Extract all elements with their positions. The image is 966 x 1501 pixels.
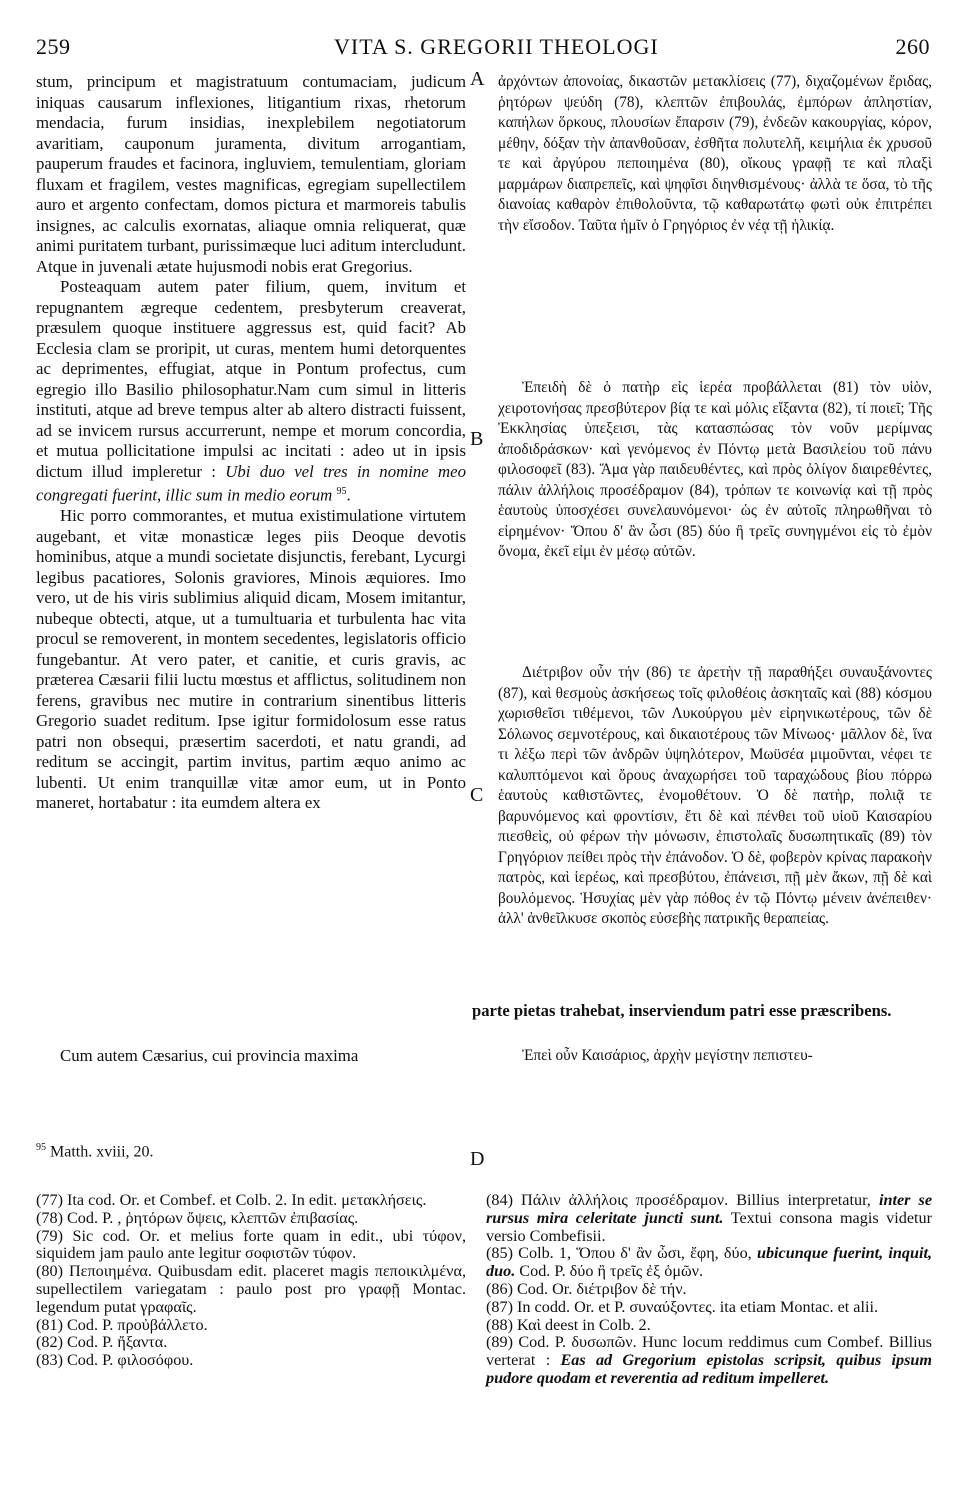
footnote-84-tail: Textui consona magis videtur versio Combefisii. [486, 1208, 932, 1245]
footnote-89 [486, 1334, 932, 1387]
footnote-ref-95: 95 [336, 486, 347, 497]
greek-paragraph-4: Ἐπεὶ οὖν Καισάριος, ἀρχὴν μεγίστην πεπιστευ- [522, 1047, 813, 1064]
running-title: VITA S. GREGORII THEOLOGI [334, 34, 659, 59]
latin-paragraph-2-text: Posteaquam autem pater filium, quem, invitum et repugnantem ægreque cedentem, presbyterum creaverat, præsulem quoque instituere aggressus est, quid facit? Ab Ecclesia clam se proripit, ut curas, mentem humi detorquentes ac deprimentes, effugiat, atque in Pontum profectus, cum egregio illo Basilio philosophatur.Nam cum simul in litteris instituti, atque ad breve tempus alter ab altero distracti fuissent, ad se invicem rursus accurrerunt, nempe et morum concordia, et mutua pollicitatione impulsi ac incitati : adeo ut in ipsis dictum illud impleretur : [36, 277, 466, 481]
latin-continuation: parte pietas trahebat, inserviendum patri esse præscribens. [472, 1001, 892, 1020]
greek-column-3 [498, 663, 932, 930]
latin-column [36, 72, 466, 814]
latin-footnote [36, 1142, 154, 1161]
footnote-88: (88) Καὶ deest in Colb. 2. [486, 1315, 651, 1334]
margin-marker-b: B [470, 428, 484, 450]
footnote-85-tail: Cod. P. δύο ἢ τρεῖς ἐξ ὁμῶν. [519, 1262, 704, 1281]
footnote-89-italic: Eas ad Gregorium epistolas scripsit, quibus ipsum pudore quodam et reverentia ad reditum impelleret. [486, 1351, 933, 1387]
footnote-85-text: (85) Colb. 1, Ὅπου δ' ἂν ὦσι, ἔφη, δύο, [486, 1244, 752, 1263]
footnote-87: (87) In codd. Or. et P. συναύξοντες. ita etiam Montac. et alii. [486, 1297, 879, 1316]
footnote-82: (82) Cod. P. ἤξαντα. [36, 1333, 168, 1352]
scripture-quote: Ubi duo vel tres in nomine meo congregati fuerint, illic sum in medio eorum [36, 461, 466, 505]
footnote-77: (77) Ita cod. Or. et Combef. et Colb. 2. In edit. μετακλήσεις. [36, 1191, 427, 1209]
greek-paragraph-1: ἀρχόντων ἀπονοίας, δικαστῶν μετακλίσεις (77), διχαζομένων ἔριδας, ῥητόρων ψεύδη (78), κλεπτῶν ἐπιβουλάς, ἐμπόρων ἀπληστίαν, καπήλων ὅρκους, πλουσίων ἔπαρσιν (79), ἐνδεῶν κακουργίας, κόρον, μέθην, δόξαν τὴν ἀπανθοῦσαν, ἐσθῆτα πολυτελῆ, κειμήλια ἐκ χρυσοῦ τε καὶ ἀργύρου πεποιημένα (80), οἴκους γραφῇ τε καὶ πλαξὶ μαρμάρων διαπρεπεῖς, καὶ ψηφῖσι διηνθισμένους· ἀλλὰ τε ὅσα, τὸ τῆς διανοίας καθαρὸν ἐπιθολοῦντα, τῷ καθαρωτάτῳ φωτὶ οὐκ ἐπιτρέπει τὴν εἴσοδον. Ταῦτα ἡμῖν ὁ Γρηγόριος ἐν νέᾳ τῇ ἡλικίᾳ. [498, 73, 932, 234]
footnote-78: (78) Cod. P. , ῥητόρων ὄψεις, κλεπτῶν ἐπιβασίας. [36, 1208, 359, 1227]
page-number-right: 260 [895, 34, 930, 59]
footnote-89-text: (89) Cod. P. δυσωπῶν. Hunc locum reddimus cum Combef. Billius verterat : [486, 1333, 932, 1370]
greek-column [498, 72, 932, 236]
latin-footnote-number: 95 [36, 1142, 46, 1153]
footnote-84 [486, 1192, 932, 1245]
latin-paragraph-3: Hic porro commorantes, et mutua existimulatione virtutem augebant, et vitæ monasticæ leges piis Deoque devotis hominibus, atque a mundi societate disjunctis, ferebant, Lycurgi legibus pacatiores, Solonis graviores, Minois æquiores. Imo vero, ut de his viris sublimius aliquid dicam, Mosem imitantur, nubeque obtecti, atque, ut a tumultuaria et turbulenta hac vita procul se removerent, in montem secedentes, legislatoris officio fungebantur. At vero pater, et canitie, et curis gravis, ac præterea Cæsarii filii luctu mœstus et afflictus, solitudinem non ferens, gravibus nec mutire in contrarium sinentibus litteris Gregorio suadet reditum. Ipse igitur formidolosum esse ratus patri non obsequi, præsertim sacerdoti, et natu grandi, ad reditum se accingit, partim invitus, partim æquo animo ac lubenti. Ut enim tranquillæ vitæ amor eum, ut in Ponto maneret, hortabatur : ita eumdem altera ex [36, 506, 466, 813]
footnote-83: (83) Cod. P. φιλοσόφου. [36, 1351, 194, 1370]
footnote-79: (79) Sic cod. Or. et melius forte quam in edit., ubi τύφον, siquidem jam paulo ante legitur σοφιστῶν τύφον. [36, 1226, 466, 1263]
page-number-left: 259 [36, 34, 71, 59]
greek-paragraph-2: Ἐπειδὴ δὲ ὁ πατὴρ εἰς ἱερέα προβάλλεται (81) τὸν υἱὸν, χειροτονήσας πρεσβύτερον βίᾳ τε καὶ μόλις εἴξαντα (82), τί ποιεῖ; Τῆς Ἐκκλησίας ὑπεξεισι, τὰς κατασπώσας τὸν νοῦν μερίμνας ἀποδιδράσκων· καὶ γενόμενος ἐν Πόντῳ μετὰ Βασιλείου τοῦ πάνυ φιλοσοφεῖ (83). Ἅμα γὰρ παιδευθέντες, καὶ πρὸς ὀλίγον διαιρεθέντες, πάλιν ἀλλήλοις προσέδραμον (84), τρόπων τε κοινωνίᾳ καὶ τῇ πρὸς ἑαυτοὺς ὑποσχέσει συνελαυνόμενοι· ὡς ἐν αὐτοῖς πληρωθῆναι τὸ εἰρημένον· Ὅπου δ' ἂν ὦσι (85) δύο ἢ τρεῖς συνηγμένοι εἰς τὸ ἐμὸν ὄνομα, ἐκεῖ εἰμι ἐν μέσῳ αὐτῶν. [498, 379, 932, 560]
latin-paragraph-1: stum, principum et magistratuum contumaciam, judicum iniquas causarum inflexiones, litigantium rixas, rhetorum mendacia, furum insidias, inexplebilem negotiatorum avaritiam, cauponum juramenta, divitum arrogantiam, pauperum fraudes et facinora, ingluviem, temulentiam, gloriam fluxam et fragilem, vestes magnificas, egregiam supellectilem auro et argento confectam, domos pictura et marmoreis tabulis insignes, ac calculis exornatas, aliaque omnia reliquerat, quæ animi puritatem turbant, purissimæque luci aditum intercludunt. Atque in juvenali ætate hujusmodi nobis erat Gregorius. [36, 72, 466, 276]
footnote-84-text: (84) Πάλιν ἀλλήλοις προσέδραμον. Billius interpretatur, [486, 1191, 871, 1209]
latin-paragraph-2: Posteaquam autem pater filium, quem, invitum et repugnantem ægreque cedentem, presbyterum creaverat, præsulem quoque instituere aggressus est, quid facit? Ab Ecclesia clam se proripit, ut curas, mentem humi detorquentes ac deprimentes, effugiat, atque in Pontum profectus, cum egregio illo Basilio philosophatur.Nam cum simul in litteris instituti, atque ad breve tempus alter ab altero distracti fuissent, ad se invicem rursus accurrerunt, nempe et morum concordia, et mutua pollicitatione impulsi ac incitati : adeo ut in ipsis dictum illud impleretur : Ubi duo vel tres in nomine meo congregati fuerint, illic sum in medio eorum $^{95}$. [36, 277, 466, 505]
footnote-86: (86) Cod. Or. διέτριβον δὲ τήν. [486, 1279, 687, 1298]
footnotes-left [36, 1192, 466, 1370]
footnote-80: (80) Πεποιημένα. Quibusdam edit. placeret magis πεποικιλμένα, supellectilem variegatam : paulo post pro γραφῇ Montac. legendum putat γραφαῖς. [36, 1262, 466, 1316]
greek-paragraph-3: Διέτριβον οὖν τήν (86) τε ἀρετὴν τῇ παραθήξει συναυξάνοντες (87), καὶ θεσμοὺς ἀσκήσεως τοῖς φιλοθέοις ἀσκηταῖς καὶ (88) κόσμου χωρισθεῖσι τιθέμενοι, τῶν Λυκούργου μὲν εἰρηνικωτέρους, τῶν δὲ Σόλωνος σεμνοτέρους, καὶ δικαιοτέρους τῶν Μίνωος· μᾶλλον δὲ, ἵνα τι λέξω περὶ τῶν ἀνδρῶν ὑψηλότερον, Μωϋσέα μιμοῦνται, νέφει τε καλυπτόμενοι καὶ ὄρους ἀναχωρήσει τοῦ ταραχώδους βίου πόρρω ἑαυτοὺς καθιστῶντες, ἐνομοθέτουν. Ὁ δὲ πατὴρ, πολιᾷ τε βαρυνόμενος καὶ φροντίσιν, ἔτι δὲ καὶ πένθει τοῦ υἱοῦ Καισαρίου πιεσθεὶς, οὐ φέρων τὴν μόνωσιν, ἐπιστολαῖς δυσωπητικαῖς (89) τὸν Γρηγόριον πείθει πρὸς τὴν ἐπάνοδον. Ὁ δὲ, φοβερὸν κρίνας παρακοὴν πατρὸς, καὶ ἱερέως, καὶ πρεσβύτου, ἐπάνεισι, πῇ μὲν ἄκων, πῇ δὲ καὶ βουλόμενος. Ἡσυχίας μὲν γὰρ πόθος ἐν τῷ Πόντῳ μένειν ἀνέπειθεν· ἀλλ' ἀνθεῖλκυσε σκοπὸς εὐσεβὴς πατρικῆς θεραπείας. [498, 664, 932, 927]
latin-footnote-text: Matth. xviii, 20. [50, 1143, 154, 1161]
footnote-84-italic: inter se rursus mira celeritate juncti sunt. [486, 1191, 933, 1227]
latin-closing [36, 1046, 466, 1067]
footnotes-right [486, 1192, 932, 1388]
latin-paragraph-4: Cum autem Cæsarius, cui provincia maxima [60, 1046, 359, 1065]
footnote-85 [486, 1245, 932, 1281]
margin-marker-c: C [470, 784, 484, 806]
margin-marker-d: D [470, 1148, 485, 1170]
greek-column-4 [498, 1046, 932, 1067]
footnote-81: (81) Cod. P. προὐβάλλετο. [36, 1315, 208, 1334]
greek-column-2 [498, 378, 932, 563]
margin-marker-a: A [470, 68, 485, 90]
footnote-85-italic: ubicunque fuerint, inquit, duo. [486, 1244, 932, 1281]
